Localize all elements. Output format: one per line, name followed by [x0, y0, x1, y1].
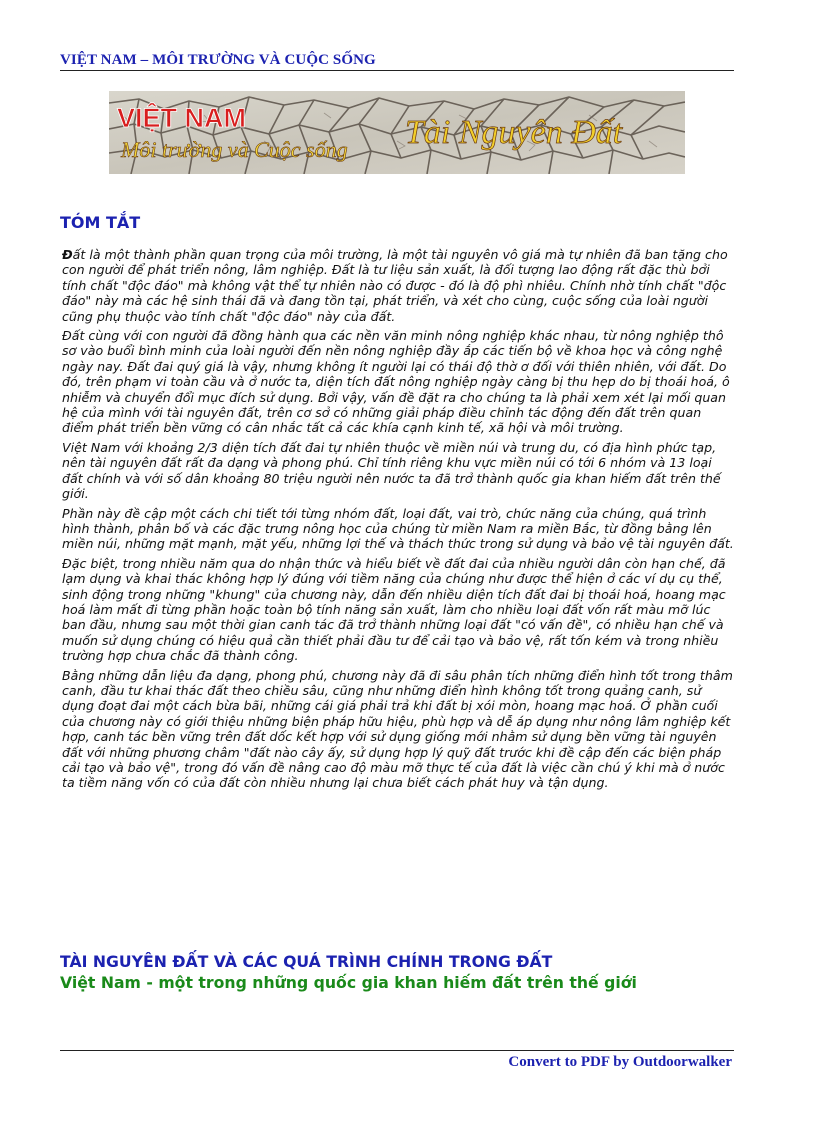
banner-title-line1: VIỆT NAM [117, 103, 247, 133]
header-rule [60, 70, 734, 71]
chapter-subtitle: Việt Nam - một trong những quốc gia khan hiếm đất trên thế giới [60, 973, 637, 992]
summary-paragraph-5: Đặc biệt, trong nhiều năm qua do nhận thức và hiểu biết về đất đai của nhiều người dân còn hạn chế, đã lạm dụng và khai thác không hợp lý đúng với tiềm năng của chúng như được thể hiện ở các ví dụ cụ thể, sinh động trong những "khung" của chương này, dẫn đến nhiều diện tích đất đai bị thoái hoá, hoang mạc hoá làm mất đi từng phần hoặc toàn bộ tính năng sản xuất, làm cho nhiều loại đất vốn rất màu mỡ lúc ban đầu, nhưng sau một thời gian canh tác đã trở thành những loại đất "có vấn đề", có nhiều hạn chế và muốn sử dụng chúng có hiệu quả cần thiết phải đầu tư để cải tạo và bảo vệ, rất tốn kém và trong nhiều trường hợp chưa chắc đã thành công. [62, 555, 726, 664]
summary-paragraph-2: Đất cùng với con người đã đồng hành qua các nền văn minh nông nghiệp khác nhau, từ nông nghiệp thô sơ vào buổi bình minh của loài người đến nền nông nghiệp đầy ắp các tiến bộ về khoa học và công nghệ ngày nay. Đất đai quý giá là vậy, nhưng không ít người lại có thái độ thờ ơ đối với thiên nhiên, với đất. Do đó, trên phạm vi toàn cầu và ở nước ta, diện tích đất nông nghiệp ngày càng bị thu hẹp do bị thoái hoá, ô nhiễm và chuyển đổi mục đích sử dụng. Bởi vậy, vấn đề đặt ra cho chúng ta là phải xem xét lại mối quan hệ của mình với tài nguyên đất, trên cơ sở có những giải pháp điều chỉnh tác động đến đất trên quan điểm phát triển bền vững có cân nhắc tất cả các khía cạnh kinh tế, xã hội và môi trường. [62, 328, 730, 436]
cracked-earth-banner [109, 91, 685, 174]
paragraph-dropcap: Đ [62, 247, 73, 262]
summary-paragraph-3: Việt Nam với khoảng 2/3 diện tích đất đai tự nhiên thuộc về miền núi và trung du, có địa hình phức tạp, nên tài nguyên đất rất đa dạng và phong phú. Chỉ tính riêng khu vực miền núi có tới 6 nhóm và 13 loại đất chính và với số dân khoảng 80 triệu người nên nước ta đã trở thành quốc gia khan hiếm đất trên thế giới. [62, 439, 721, 502]
banner-image [109, 91, 685, 174]
running-header-title: VIỆT NAM – MÔI TRƯỜNG VÀ CUỘC SỐNG [60, 52, 376, 68]
footer-rule [60, 1050, 734, 1051]
banner-title-line2: Môi trường và Cuộc sống [121, 137, 348, 162]
summary-paragraph-6: Bằng những dẫn liệu đa dạng, phong phú, chương này đã đi sâu phân tích những điển hình tốt trong thâm canh, đầu tư khai thác đất theo chiều sâu, cũng như những điển hình không tốt trong quảng canh, sử dụng đoạt đai một cách bừa bãi, những cái giá phải trả khi đất bị xói mòn, hoang mạc hoá. Ở phần cuối của chương này có giới thiệu những biện pháp hữu hiệu, phù hợp và dễ áp dụng như nông lâm nghiệp kết hợp, canh tác bền vững trên đất dốc kết hợp với sử dụng giống mới nhằm sử dụng bền vững tài nguyên đất với những phương châm "đất nào cây ấy, sử dụng hợp lý quỹ đất trước khi đề cập đến các biện pháp cải tạo và bảo vệ", trong đó vấn đề nâng cao độ màu mỡ thực tế của đất là việc cần chú ý khi mà ở nước ta tiềm năng vốn có của đất còn nhiều nhưng lại chưa biết cách phát huy và tận dụng. [62, 667, 733, 791]
footer-credit: Convert to PDF by Outdoorwalker [508, 1054, 732, 1070]
summary-paragraph-1 [62, 247, 736, 324]
summary-body [62, 247, 736, 795]
summary-paragraph-4: Phần này đề cập một cách chi tiết tới từng nhóm đất, loại đất, vai trò, chức năng của chúng, quá trình hình thành, phân bố và các đặc trưng nông học của chúng từ miền Nam ra miền Bắc, từ đồng bằng lên miền núi, những mặt mạnh, mặt yếu, những lợi thế và thách thức trong sử dụng và bảo vệ tài nguyên đất. [62, 505, 734, 552]
chapter-title: TÀI NGUYÊN ĐẤT VÀ CÁC QUÁ TRÌNH CHÍNH TRONG ĐẤT [60, 952, 553, 971]
summary-heading: TÓM TẮT [60, 213, 141, 232]
banner-topic: Tài Nguyên Đất [405, 114, 623, 151]
summary-paragraph-1-text: ất là một thành phần quan trọng của môi trường, là một tài nguyên vô giá mà tự nhiên đã ban tặng cho con người để phát triển nông, lâm nghiệp. Đất là tư liệu sản xuất, là đối tượng lao động rất đặc thù bởi tính chất "độc đáo" mà không vật thể tự nhiên nào có được - đó là độ phì nhiêu. Chính nhờ tính chất "độc đáo" này mà các hệ sinh thái đã và đang tồn tại, phát triển, và xét cho cùng, cuộc sống của loài người cũng phụ thuộc vào tính chất "độc đáo" này của đất. [62, 247, 728, 324]
